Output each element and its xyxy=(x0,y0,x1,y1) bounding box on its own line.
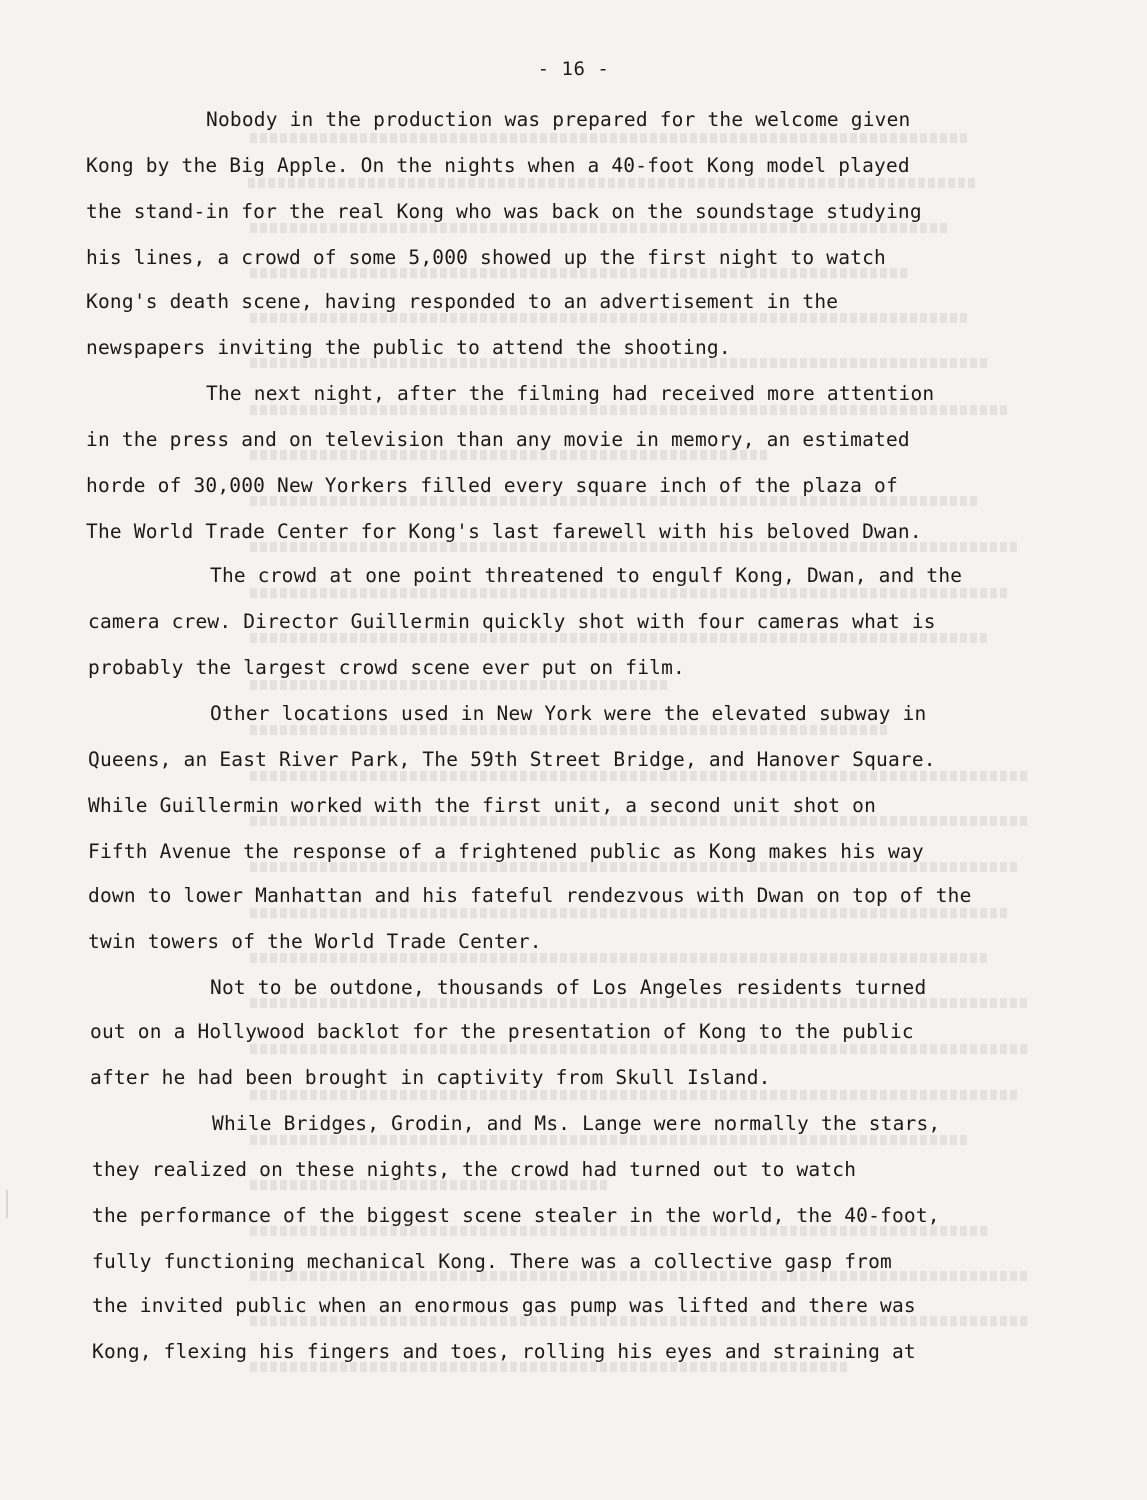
text-line: the stand-in for the real Kong who was back on the soundstage studying xyxy=(86,200,922,223)
text-line: twin towers of the World Trade Center. xyxy=(88,930,542,953)
text-line: down to lower Manhattan and his fateful rendezvous with Dwan on top of the xyxy=(88,884,972,907)
text-line: Kong, flexing his fingers and toes, rolling his eyes and straining at xyxy=(92,1340,916,1363)
text-line: Kong by the Big Apple. On the nights when a 40-foot Kong model played xyxy=(86,154,910,177)
text-line: newspapers inviting the public to attend the shooting. xyxy=(86,336,731,359)
text-line: the performance of the biggest scene stealer in the world, the 40-foot, xyxy=(92,1204,940,1227)
text-line: horde of 30,000 New Yorkers filled every square inch of the plaza of xyxy=(86,474,898,497)
text-line: out on a Hollywood backlot for the presentation of Kong to the public xyxy=(90,1020,914,1043)
text-line: While Guillermin worked with the first unit, a second unit shot on xyxy=(88,794,877,817)
text-line: Not to be outdone, thousands of Los Angeles residents turned xyxy=(210,976,927,999)
text-line: in the press and on television than any movie in memory, an estimated xyxy=(86,428,910,451)
text-line: his lines, a crowd of some 5,000 showed up the first night to watch xyxy=(86,246,886,269)
text-line: Fifth Avenue the response of a frightened public as Kong makes his way xyxy=(88,840,924,863)
text-line: Other locations used in New York were the elevated subway in xyxy=(210,702,927,725)
text-line: camera crew. Director Guillermin quickly shot with four cameras what is xyxy=(88,610,936,633)
text-line: they realized on these nights, the crowd had turned out to watch xyxy=(92,1158,857,1181)
paper-mark xyxy=(6,1190,8,1218)
text-line: probably the largest crowd scene ever put on film. xyxy=(88,656,685,679)
text-line: Queens, an East River Park, The 59th Street Bridge, and Hanover Square. xyxy=(88,748,936,771)
page-number: - 16 - xyxy=(537,58,610,80)
text-line: While Bridges, Grodin, and Ms. Lange were normally the stars, xyxy=(212,1112,941,1135)
text-line: Nobody in the production was prepared for the welcome given xyxy=(206,108,911,131)
text-line: Kong's death scene, having responded to an advertisement in the xyxy=(86,290,839,313)
text-line: the invited public when an enormous gas pump was lifted and there was xyxy=(92,1294,916,1317)
text-line: The crowd at one point threatened to engulf Kong, Dwan, and the xyxy=(210,564,963,587)
text-line: The World Trade Center for Kong's last farewell with his beloved Dwan. xyxy=(86,520,922,543)
text-line: fully functioning mechanical Kong. There was a collective gasp from xyxy=(92,1250,892,1273)
text-line: after he had been brought in captivity from Skull Island. xyxy=(90,1066,771,1089)
text-line: The next night, after the filming had received more attention xyxy=(206,382,935,405)
